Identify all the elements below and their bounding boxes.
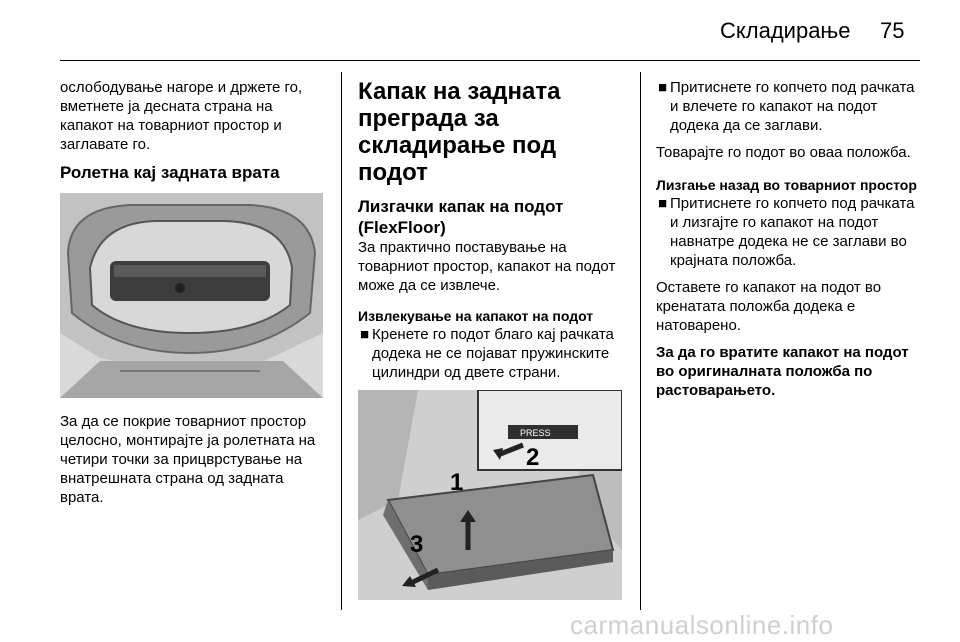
intro-paragraph: ослободувањe нагоре и држете го, вметнете ја десната страна на капакот на товарниот простор и заглавате го.	[60, 79, 303, 153]
watermark: carmanualsonline.info	[570, 610, 834, 640]
load-paragraph: Товарајте го подот во оваа положба.	[656, 144, 911, 161]
bullet-press-button	[656, 78, 922, 135]
callout-2: 2	[526, 444, 540, 471]
callout-3: 3	[410, 531, 424, 558]
section-heading-underfloor: Капак на задната преграда за складирање под подот	[358, 78, 561, 186]
rear-door-cover-figure	[60, 193, 323, 398]
page-number: 75	[880, 18, 905, 43]
rollo-caption: За да се покрие товарниот простор целосно, монтирајте ја ролетната на четири точки за прицврстување на внатрешната страна од задната врата.	[60, 413, 316, 506]
bullet-marker: ■	[658, 79, 668, 96]
subheading-pull-out: Извлекување на капакот на подот	[358, 308, 594, 324]
bullet-text: Кренете го подот благо кај рачката додека не се појават пружинските цилиндри од двете страни.	[372, 326, 614, 381]
return-note: За да го вратите капакот на подот во оригиналната положба по растоварањето.	[656, 344, 909, 399]
callout-1: 1	[450, 469, 464, 496]
column-divider-right	[640, 72, 641, 610]
flexfloor-figure	[358, 390, 622, 600]
header-rule	[60, 60, 920, 61]
press-label: PRESS	[520, 428, 551, 438]
column-divider-left	[341, 72, 342, 610]
leave-raised-paragraph: Оставете го капакот на подот во кренатата положба додека е натоварено.	[656, 279, 882, 334]
bullet-text: Притиснете го копчето под рачката и лизгајте го капакот на подот навнатре додека не се заглави во крајната положба.	[670, 195, 915, 269]
section-heading-rollo: Ролетна кај задната врата	[60, 163, 280, 182]
left-column	[60, 78, 326, 515]
right-column	[656, 78, 922, 408]
flexfloor-paragraph: За практично поставување на товарниот простор, капакот на подот може да се извлече.	[358, 239, 616, 294]
subheading-slide-back: Лизгање назад во товарниот простор	[656, 177, 917, 193]
middle-column	[358, 78, 628, 600]
bullet-slide-in	[656, 194, 922, 270]
page-header-title: Складирање	[720, 18, 851, 43]
bullet-lift-floor	[358, 325, 628, 382]
bullet-text: Притиснете го копчето под рачката и влечете го капакот на подот додека да се заглави.	[670, 79, 915, 134]
bullet-marker: ■	[360, 326, 370, 343]
bullet-marker: ■	[658, 195, 668, 212]
subheading-flexfloor: Лизгачки капак на подот (FlexFloor)	[358, 197, 564, 237]
